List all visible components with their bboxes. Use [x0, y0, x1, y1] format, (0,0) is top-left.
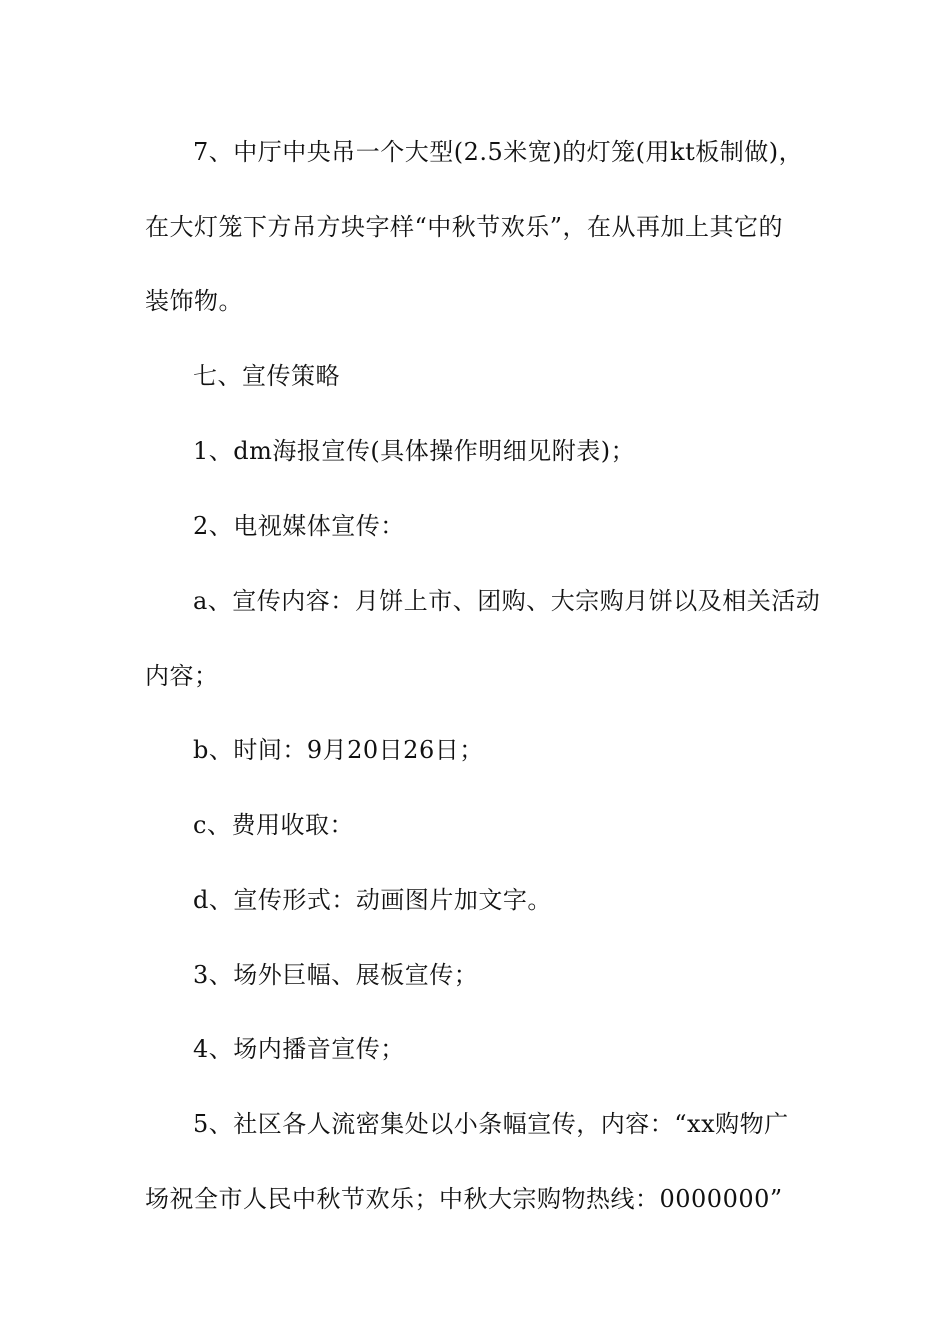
paragraph-line: 7、中厅中央吊一个大型(2.5米宽)的灯笼(用kt板制做)， [193, 138, 804, 166]
paragraph-line: 2、电视媒体宣传： [193, 512, 405, 540]
paragraph-line: 在大灯笼下方吊方块字样“中秋节欢乐”，在从再加上其它的 [145, 213, 784, 241]
paragraph-line: 场祝全市人民中秋节欢乐；中秋大宗购物热线：0000000” [145, 1185, 783, 1213]
paragraph-line: b、时间：9月20日26日； [193, 736, 484, 764]
paragraph-line: 装饰物。 [145, 287, 243, 315]
paragraph-line: 4、场内播音宣传； [193, 1035, 405, 1063]
paragraph-line: 1、dm海报宣传(具体操作明细见附表)； [193, 437, 636, 465]
paragraph-line: c、费用收取： [193, 811, 354, 839]
paragraph-line: 内容； [145, 662, 219, 690]
paragraph-line: d、宣传形式：动画图片加文字。 [193, 886, 552, 914]
section-heading: 七、宣传策略 [193, 362, 340, 390]
paragraph-line: 3、场外巨幅、展板宣传； [193, 961, 479, 989]
paragraph-line: 5、社区各人流密集处以小条幅宣传，内容：“xx购物广 [193, 1110, 789, 1138]
paragraph-line: a、宣传内容：月饼上市、团购、大宗购月饼以及相关活动 [193, 587, 821, 615]
